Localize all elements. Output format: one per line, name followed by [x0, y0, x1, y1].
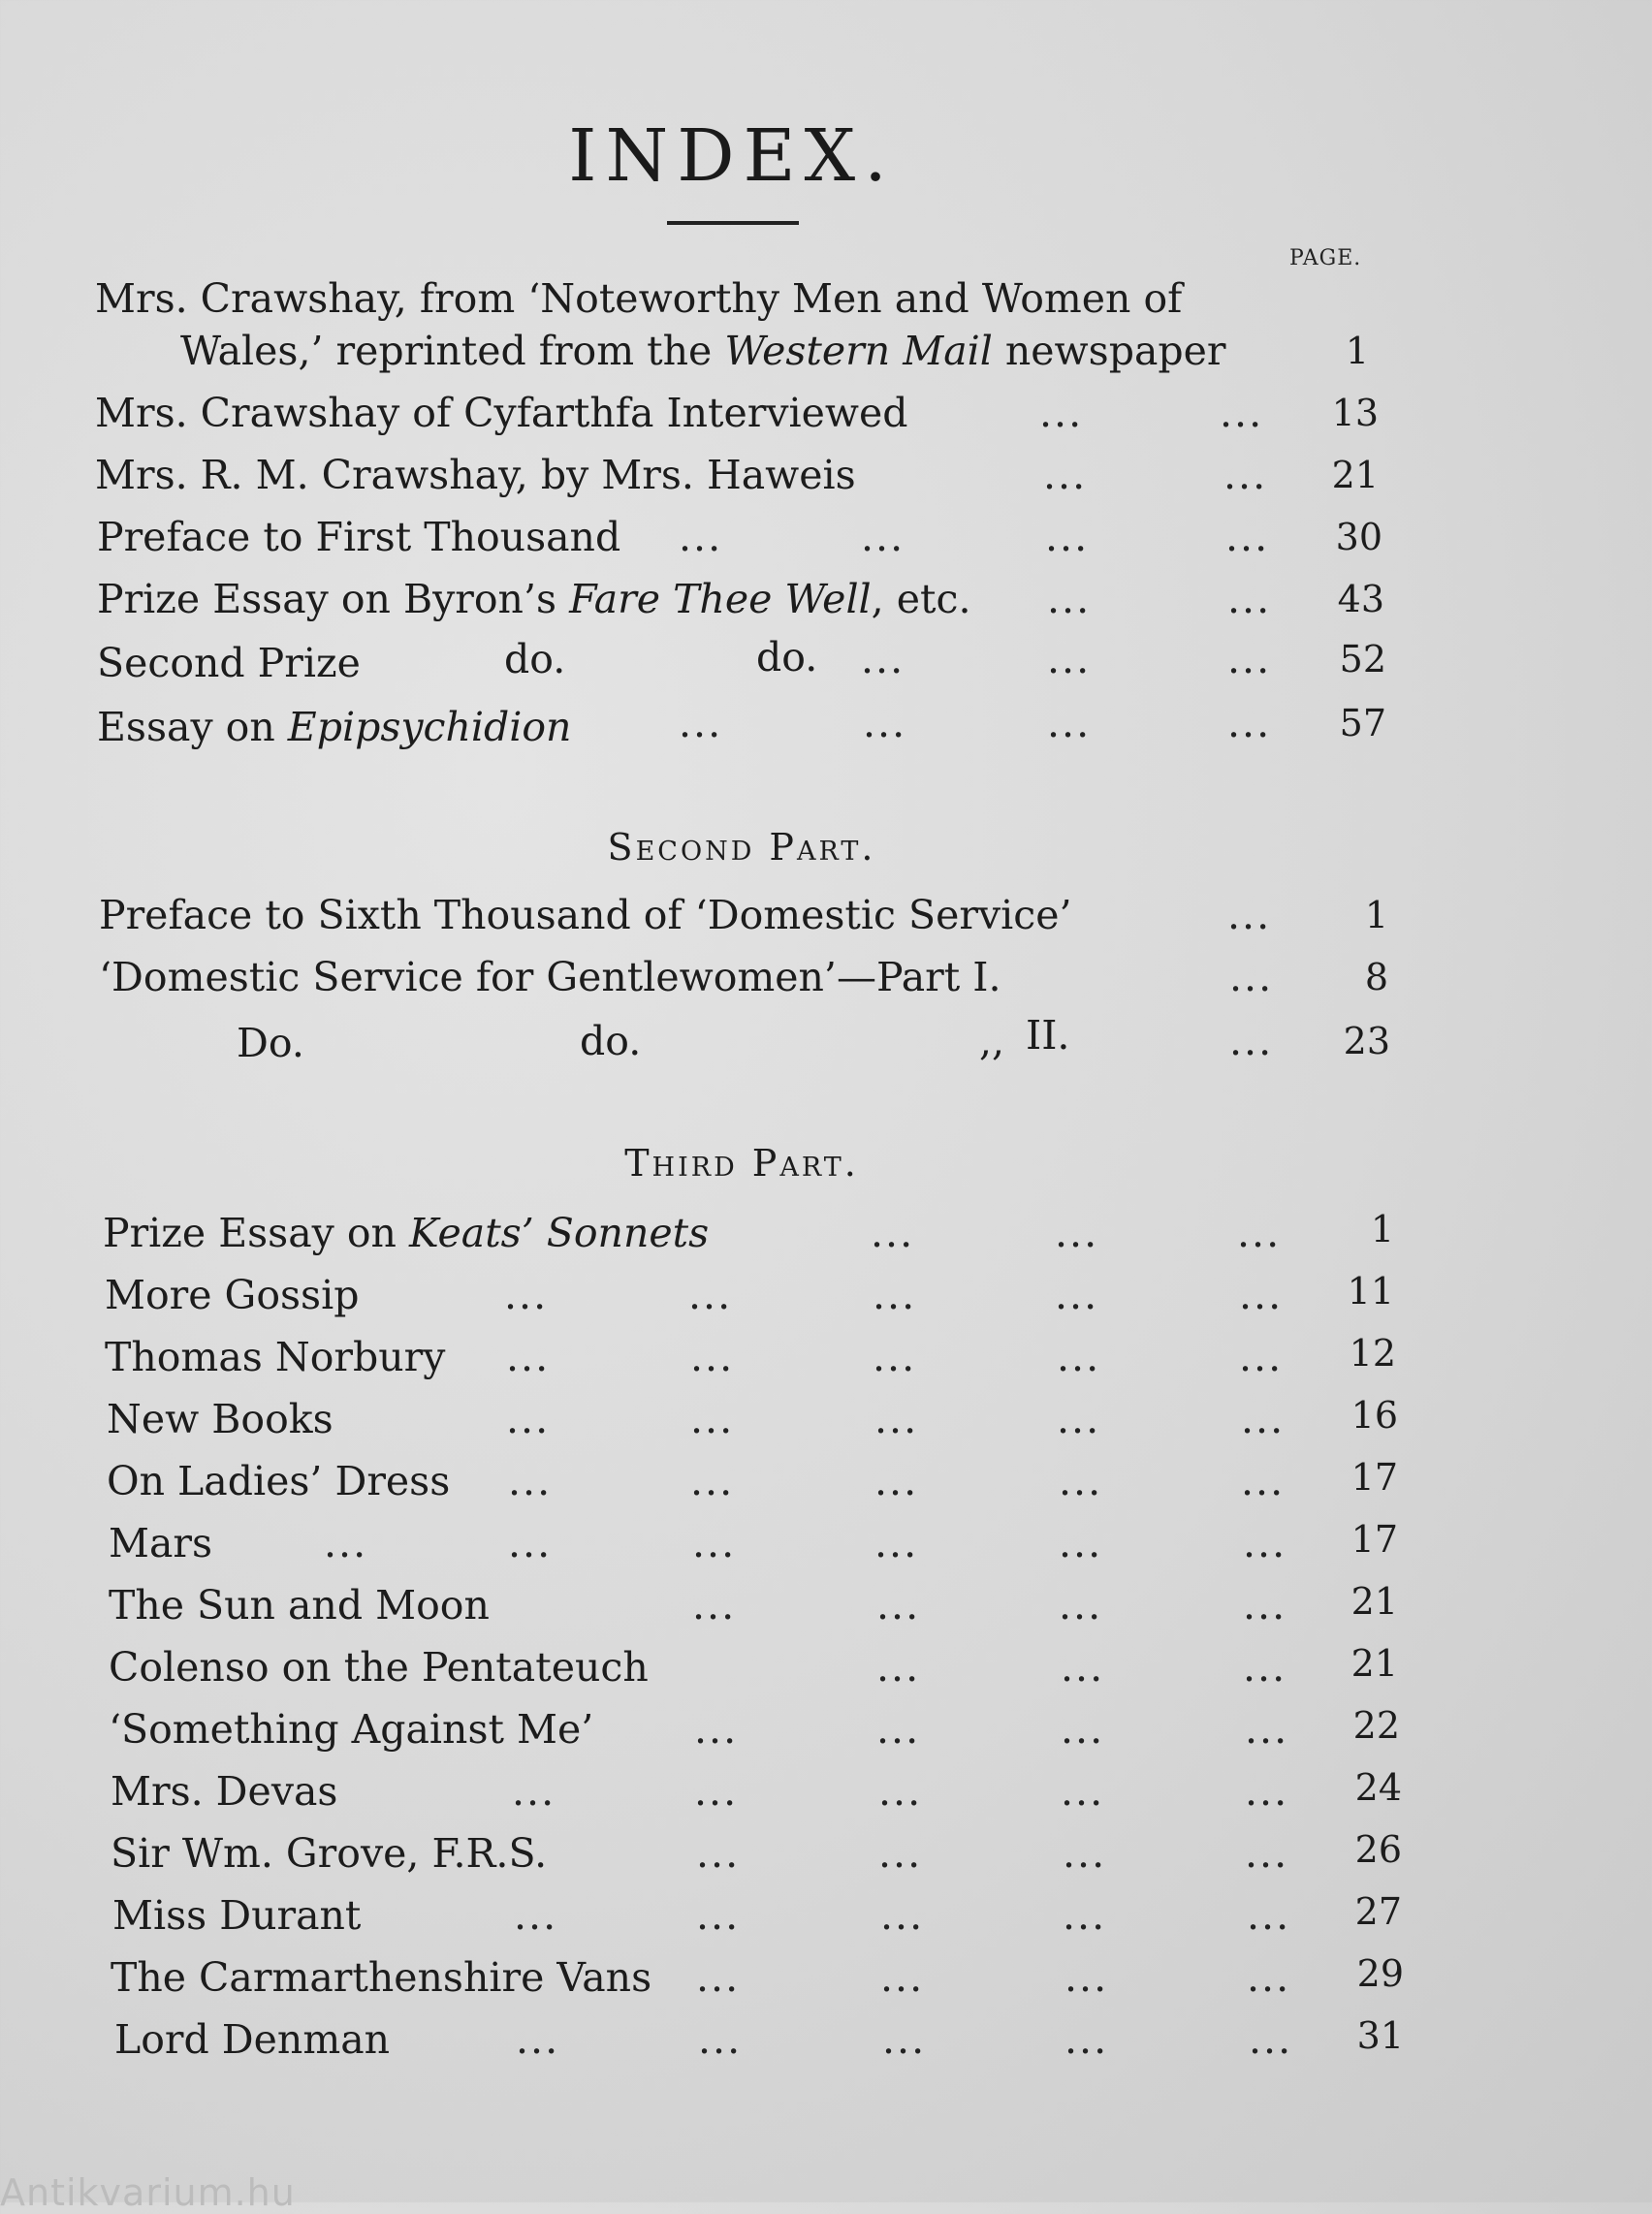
entry-title: Mars [109, 1520, 213, 1566]
leader-dots: ... [1241, 1396, 1286, 1442]
watermark: Antikvarium.hu [0, 2171, 296, 2214]
leader-dots: ... [508, 1520, 553, 1566]
leader-dots: ... [1220, 390, 1264, 436]
leader-dots: ... [1229, 1018, 1274, 1064]
page-number: 21 [1331, 454, 1379, 496]
leader-dots: ... [1243, 1644, 1287, 1691]
page-column-label: PAGE. [1289, 246, 1362, 270]
leader-dots: ... [506, 1396, 551, 1442]
leader-dots: ... [1243, 1582, 1287, 1629]
leader-dots: ... [506, 1334, 551, 1380]
entry-title: More Gossip [105, 1272, 360, 1318]
leader-dots: ... [1247, 1954, 1291, 2001]
entry-title: New Books [107, 1396, 334, 1442]
entry-title-continued: Wales,’ reprinted from the Western Mail newspaper [180, 328, 1226, 374]
leader-dots: ... [690, 1458, 735, 1504]
ditto-mark: ,, [979, 1018, 1005, 1064]
page-number: 52 [1339, 638, 1386, 680]
leader-dots: ... [1064, 2016, 1109, 2063]
leader-dots: ... [1061, 1768, 1105, 1815]
leader-dots: ... [1064, 1954, 1109, 2001]
title-underline [667, 221, 799, 225]
leader-dots: ... [1063, 1892, 1107, 1939]
leader-dots: ... [878, 1830, 923, 1877]
leader-dots: ... [876, 1582, 921, 1629]
section-heading-second-part: Second Part. [607, 826, 876, 869]
page-number: 11 [1347, 1270, 1394, 1313]
leader-dots: ... [692, 1520, 737, 1566]
page-number: 17 [1350, 1456, 1398, 1499]
leader-dots: ... [1063, 1830, 1107, 1877]
leader-dots: ... [1055, 1272, 1099, 1318]
leader-dots: ... [1227, 636, 1272, 682]
entry-title: Mrs. R. M. Crawshay, by Mrs. Haweis [95, 452, 856, 498]
page-number: 21 [1350, 1580, 1398, 1623]
leader-dots: ... [1047, 576, 1092, 622]
leader-dots: ... [516, 2016, 560, 2063]
leader-dots: ... [1039, 390, 1084, 436]
ditto-mark: do. [504, 636, 566, 682]
page-number: 21 [1350, 1642, 1398, 1685]
page-number: 12 [1349, 1332, 1396, 1375]
entry-title: Mrs. Crawshay of Cyfarthfa Interviewed [95, 390, 908, 436]
page-number: 29 [1356, 1952, 1404, 1995]
leader-dots: ... [1239, 1334, 1284, 1380]
leader-dots: ... [1245, 1768, 1289, 1815]
entry-title: Miss Durant [112, 1892, 362, 1939]
leader-dots: ... [1043, 452, 1088, 498]
leader-dots: ... [679, 700, 723, 746]
page-number: 1 [1370, 1208, 1394, 1250]
entry-title: Prize Essay on Keats’ Sonnets [103, 1210, 710, 1256]
leader-dots: ... [688, 1272, 733, 1318]
leader-dots: ... [696, 1830, 741, 1877]
leader-dots: ... [1225, 514, 1270, 560]
entry-title: Do. [237, 1020, 304, 1066]
page-number: 57 [1339, 702, 1386, 744]
leader-dots: ... [1223, 452, 1268, 498]
page-number: 30 [1335, 516, 1382, 558]
entry-title: Prize Essay on Byron’s Fare Thee Well, etc. [97, 576, 971, 622]
leader-dots: ... [508, 1458, 553, 1504]
leader-dots: ... [1227, 892, 1272, 938]
leader-dots: ... [1227, 700, 1272, 746]
entry-title: ‘Domestic Service for Gentlewomen’—Part I. [99, 954, 1001, 1000]
page-number: 13 [1331, 392, 1379, 434]
page-number: 16 [1350, 1394, 1398, 1437]
leader-dots: ... [874, 1458, 919, 1504]
leader-dots: ... [512, 1768, 556, 1815]
leader-dots: ... [694, 1706, 739, 1753]
leader-dots: ... [880, 1892, 925, 1939]
leader-dots: ... [874, 1396, 919, 1442]
leader-dots: ... [692, 1582, 737, 1629]
entry-title: Preface to Sixth Thousand of ‘Domestic Service’ [99, 892, 1072, 938]
leader-dots: ... [861, 636, 905, 682]
leader-dots: ... [504, 1272, 549, 1318]
leader-dots: ... [878, 1768, 923, 1815]
leader-dots: ... [1055, 1210, 1099, 1256]
leader-dots: ... [1227, 576, 1272, 622]
leader-dots: ... [1241, 1458, 1286, 1504]
entry-title: Mrs. Devas [111, 1768, 338, 1815]
leader-dots: ... [1243, 1520, 1287, 1566]
leader-dots: ... [1057, 1396, 1101, 1442]
page-title: INDEX. [568, 114, 896, 198]
entry-title: Preface to First Thousand [97, 514, 621, 560]
leader-dots: ... [1059, 1582, 1103, 1629]
page-number: 1 [1364, 894, 1388, 936]
leader-dots: ... [696, 1954, 741, 2001]
leader-dots: ... [861, 514, 905, 560]
leader-dots: ... [1061, 1706, 1105, 1753]
leader-dots: ... [698, 2016, 743, 2063]
leader-dots: ... [1059, 1520, 1103, 1566]
entry-title: Sir Wm. Grove, F.R.S. [111, 1830, 548, 1877]
page-number: 1 [1345, 330, 1369, 372]
entry-title: Lord Denman [114, 2016, 391, 2063]
leader-dots: ... [873, 1334, 917, 1380]
page-number: 17 [1350, 1518, 1398, 1561]
leader-dots: ... [880, 1954, 925, 2001]
leader-dots: ... [1229, 954, 1274, 1000]
leader-dots: ... [876, 1644, 921, 1691]
leader-dots: ... [324, 1520, 368, 1566]
ditto-mark: do. [580, 1018, 642, 1064]
page-number: 43 [1337, 578, 1384, 620]
leader-dots: ... [863, 700, 907, 746]
leader-dots: ... [874, 1520, 919, 1566]
leader-dots: ... [1237, 1210, 1282, 1256]
entry-title: Colenso on the Pentateuch [109, 1644, 649, 1691]
leader-dots: ... [690, 1396, 735, 1442]
section-heading-third-part: Third Part. [624, 1142, 859, 1185]
page-number: 31 [1356, 2014, 1404, 2057]
page-number: 23 [1343, 1020, 1390, 1062]
leader-dots: ... [1061, 1644, 1105, 1691]
leader-dots: ... [514, 1892, 558, 1939]
leader-dots: ... [696, 1892, 741, 1939]
leader-dots: ... [1249, 2016, 1293, 2063]
page-number: 24 [1354, 1766, 1402, 1809]
leader-dots: ... [1245, 1830, 1289, 1877]
entry-title: On Ladies’ Dress [107, 1458, 451, 1504]
leader-dots: ... [1047, 700, 1092, 746]
leader-dots: ... [1059, 1458, 1103, 1504]
entry-title: Essay on Epipsychidion [97, 704, 572, 750]
leader-dots: ... [690, 1334, 735, 1380]
leader-dots: ... [1239, 1272, 1284, 1318]
entry-title: The Carmarthenshire Vans [111, 1954, 652, 2001]
entry-title: Second Prize [97, 640, 361, 686]
leader-dots: ... [1057, 1334, 1101, 1380]
leader-dots: ... [694, 1768, 739, 1815]
page-number: 22 [1352, 1704, 1400, 1747]
entry-title: Mrs. Crawshay, from ‘Noteworthy Men and Women of [95, 275, 1183, 322]
leader-dots: ... [1047, 636, 1092, 682]
leader-dots: ... [871, 1210, 915, 1256]
part-number: II. [1026, 1012, 1070, 1059]
leader-dots: ... [1247, 1892, 1291, 1939]
leader-dots: ... [873, 1272, 917, 1318]
page-number: 8 [1364, 956, 1388, 998]
entry-title: ‘Something Against Me’ [109, 1706, 594, 1753]
leader-dots: ... [882, 2016, 927, 2063]
entry-title: Thomas Norbury [105, 1334, 446, 1380]
entry-title: The Sun and Moon [109, 1582, 490, 1629]
leader-dots: ... [876, 1706, 921, 1753]
page-number: 26 [1354, 1828, 1402, 1871]
leader-dots: ... [679, 514, 723, 560]
ditto-mark: do. [756, 634, 818, 680]
leader-dots: ... [1245, 1706, 1289, 1753]
leader-dots: ... [1045, 514, 1090, 560]
page-number: 27 [1354, 1890, 1402, 1933]
